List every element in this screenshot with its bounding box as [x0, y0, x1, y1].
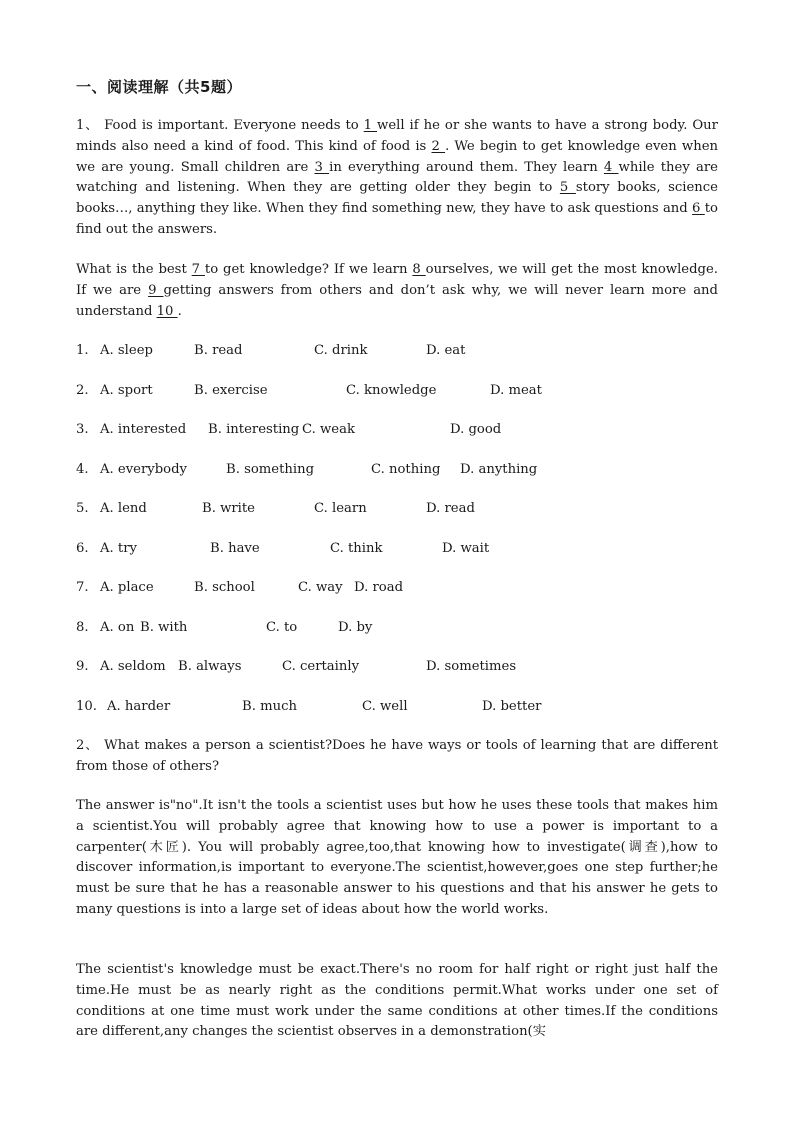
option-b: B. always — [178, 659, 242, 674]
question-number: 6. — [76, 540, 89, 556]
option-c: C. think — [330, 540, 383, 556]
option-b: B. have — [210, 540, 260, 556]
section-heading: 一、阅读理解（共5题） — [76, 78, 242, 96]
passage1-paragraph2 — [76, 260, 718, 322]
option-c: C. nothing — [371, 461, 441, 477]
option-b: B. exercise — [194, 382, 268, 398]
option-d: D. wait — [442, 540, 490, 556]
option-d: D. anything — [460, 461, 538, 477]
question-number: 2. — [76, 382, 89, 398]
option-c: C. drink — [314, 343, 368, 358]
option-d: D. good — [450, 422, 502, 437]
option-a: A. seldom — [100, 659, 166, 674]
passage1-p2-text: getting answers from others and don’t ask why, we will never learn more and understand — [76, 282, 718, 319]
option-c: C. knowledge — [346, 382, 437, 398]
passage1-p1-blank: 4 — [603, 159, 619, 175]
passage1-p2-blank: 9 — [148, 282, 164, 298]
option-b: B. interesting — [208, 422, 300, 437]
passage1-p1-text: . We begin to get knowledge even when we are young. Small children are — [76, 138, 718, 175]
option-d: D. eat — [426, 343, 466, 358]
passage1-p2-text: . — [177, 303, 182, 319]
question-number: 7. — [76, 580, 89, 595]
passage2-paragraph1: 2、 What makes a person a scientist?Does he have ways or tools of learning that are different from those of others? — [76, 738, 718, 774]
option-c: C. learn — [314, 501, 367, 516]
option-d: D. sometimes — [426, 659, 517, 674]
option-d: D. meat — [490, 382, 542, 398]
option-b: B. school — [194, 580, 255, 595]
question-number: 5. — [76, 501, 89, 516]
option-b: B. read — [194, 343, 243, 358]
passage1-p2-blank: 10 — [156, 303, 178, 319]
passage1-p1-text: while they are watching and listening. When they are getting older they begin to — [76, 159, 718, 196]
option-a: A. harder — [107, 698, 171, 714]
option-b: B. with — [140, 619, 188, 635]
question-number: 1. — [76, 343, 89, 358]
question-number: 4. — [76, 461, 89, 477]
option-a: A. place — [100, 580, 154, 595]
passage1-p1-blank: 2 — [431, 138, 446, 154]
question-number: 8. — [76, 619, 89, 635]
passage1-p2-blank: 8 — [412, 262, 426, 277]
option-a: A. sport — [100, 382, 153, 398]
option-a: A. everybody — [100, 461, 187, 477]
option-c: C. weak — [302, 422, 355, 437]
option-b: B. something — [226, 461, 315, 477]
passage1-p2-text: What is the best — [76, 262, 192, 277]
option-c: C. well — [362, 698, 408, 714]
passage1-p2-text: to get knowledge? If we learn — [204, 262, 413, 277]
option-c: C. certainly — [282, 659, 360, 674]
question-number: 9. — [76, 659, 89, 674]
option-b: B. write — [202, 501, 255, 516]
question-number: 10. — [76, 698, 97, 714]
option-a: A. try — [100, 540, 137, 556]
passage1-p1-text: to find out the answers. — [76, 201, 718, 237]
passage1-paragraph1 — [76, 116, 718, 241]
option-d: D. by — [338, 619, 373, 635]
option-a: A. interested — [100, 422, 187, 437]
option-d: D. road — [354, 580, 404, 595]
passage1-p1-text: 1、 Food is important. Everyone needs to — [76, 118, 364, 133]
passage1-p1-blank: 5 — [559, 180, 576, 196]
passage1-p1-text: well if he or she wants to have a strong body. Our minds also need a kind of food. This kind of food is — [76, 118, 718, 154]
passage1-p2-text: ourselves, we will get the most knowledge. If we are — [76, 262, 718, 298]
passage1-p1-text: story books, science books…, anything they like. When they find something new, they have to ask questions and — [76, 180, 718, 217]
passage1-p2-blank: 7 — [191, 262, 205, 277]
option-a: A. lend — [100, 501, 147, 516]
option-a: A. sleep — [100, 343, 153, 358]
option-d: D. better — [482, 698, 542, 714]
passage1-p1-blank: 1 — [363, 118, 378, 133]
option-d: D. read — [426, 501, 475, 516]
option-c: C. to — [266, 619, 298, 635]
option-c: C. way — [298, 580, 343, 595]
passage1-p1-blank: 6 — [692, 201, 705, 217]
passage2-paragraph2: The answer is"no".It isn't the tools a scientist uses but how he uses these tools that makes him a scientist.You will probably agree that knowing how to use a power is important to a carpenter(木匠). You will probably agree,too,that knowing how to investigate(调查),how to discover information,is important to everyone.The scientist,however,goes one step further;he must be sure that he has a reasonable answer to his questions and that his answer he gets to many questions is into a large set of ideas about how the world works. — [76, 798, 718, 917]
option-b: B. much — [242, 698, 297, 714]
passage1-p1-text: in everything around them. They learn — [329, 159, 604, 175]
option-a: A. on — [100, 619, 135, 635]
question-number: 3. — [76, 422, 89, 437]
passage2-paragraph3: The scientist's knowledge must be exact.There's no room for half right or right just half the time.He must be as nearly right as the conditions permit.What works under one set of conditions at one time must work under the same conditions at other times.If the conditions are different,any changes the scientist observes in a demonstration(实 — [76, 962, 718, 1040]
passage1-p1-blank: 3 — [314, 159, 330, 175]
